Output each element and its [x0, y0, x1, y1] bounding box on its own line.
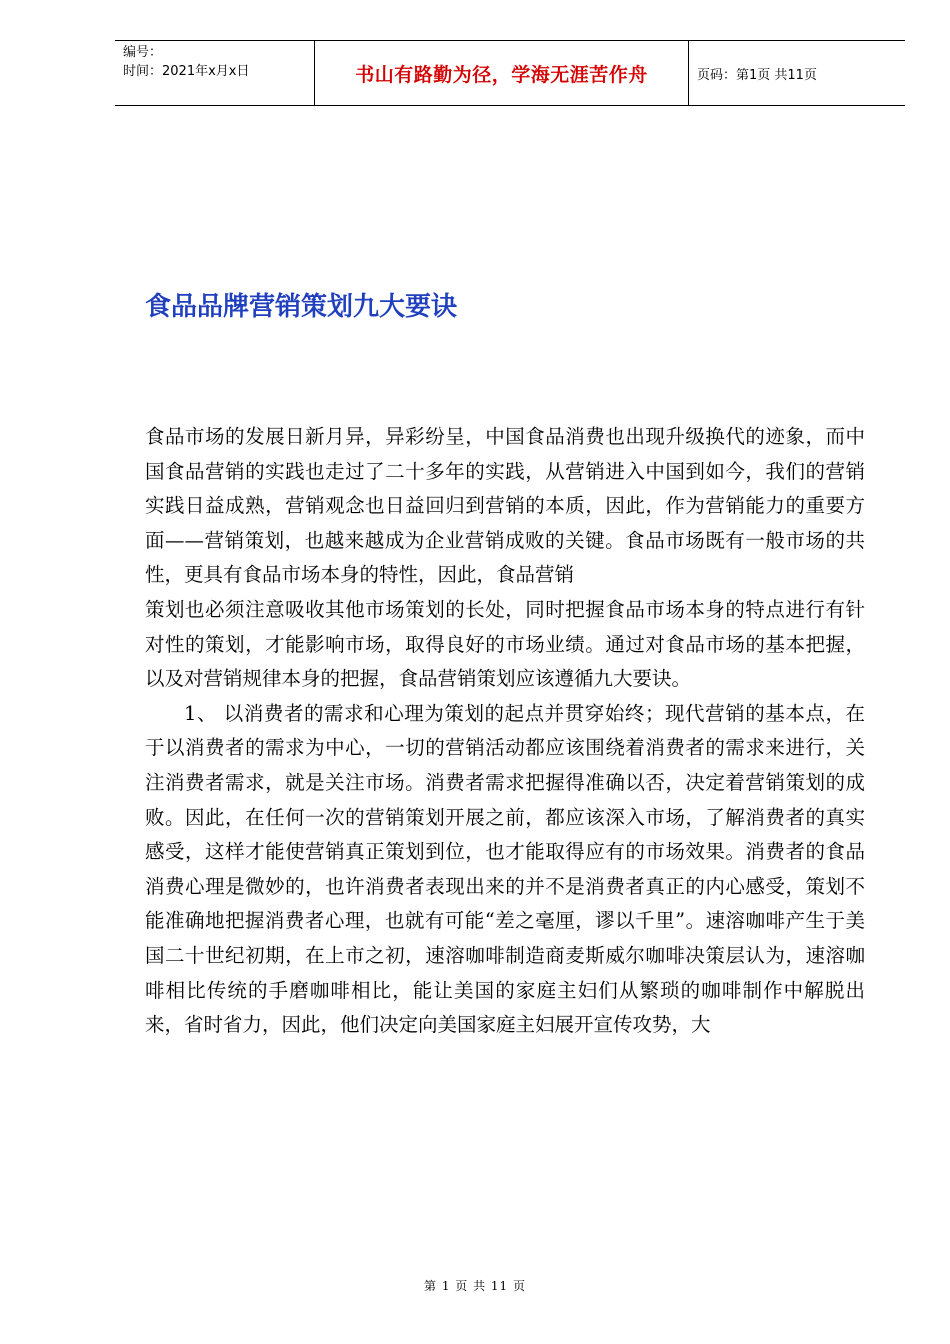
- paragraph-point-1: 1、 以消费者的需求和心理为策划的起点并贯穿始终；现代营销的基本点，在于以消费者的需求为中心，一切的营销活动都应该围绕着消费者的需求来进行，关注消费者需求，就是关注市场。消费者需求把握得准确以否，决定着营销策划的成败。因此，在任何一次的营销策划开展之前，都应该深入市场，了解消费者的真实感受，这样才能使营销真正策划到位，也才能取得应有的市场效果。消费者的食品消费心理是微妙的，也许消费者表现出来的并不是消费者真正的内心感受，策划不能准确地把握消费者心理，也就有可能“差之毫厘，谬以千里”。速溶咖啡产生于美国二十世纪初期，在上市之初，速溶咖啡制造商麦斯威尔咖啡决策层认为，速溶咖啡相比传统的手磨咖啡相比，能让美国的家庭主妇们从繁琐的咖啡制作中解脱出来，省时省力，因此，他们决定向美国家庭主妇展开宣传攻势，大: [145, 701, 865, 1037]
- serial-number-label: 编号：: [123, 45, 163, 60]
- paragraph-intro: 食品市场的发展日新月异，异彩纷呈，中国食品消费也出现升级换代的迹象，而中国食品营销的实践也走过了二十多年的实践，从营销进入中国到如今，我们的营销实践日益成熟，营销观念也日益回归到营销的本质，因此，作为营销能力的重要方面——营销策划，也越来越成为企业营销成败的关键。食品市场既有一般市场的共性，更具有食品市场本身的特性，因此，食品营销: [145, 425, 865, 587]
- document-body: [145, 420, 865, 1043]
- page-footer: 第 1 页 共 11 页: [424, 1279, 526, 1293]
- document-title: 食品品牌营销策划九大要诀: [145, 292, 458, 322]
- document-header: [115, 40, 905, 106]
- date-line: 时间：2021年x月x日: [123, 64, 250, 79]
- header-page-info: 页码：第1页 共11页: [697, 67, 817, 83]
- header-motto: 书山有路勤为径，学海无涯苦作舟: [315, 41, 689, 105]
- paragraph-intro-continued: 策划也必须注意吸收其他市场策划的长处，同时把握食品市场本身的特点进行有针对性的策划，才能影响市场，取得良好的市场业绩。通过对食品市场的基本把握，以及对营销规律本身的把握，食品营销策划应该遵循九大要诀。: [145, 597, 865, 691]
- header-meta-cell: [115, 41, 315, 105]
